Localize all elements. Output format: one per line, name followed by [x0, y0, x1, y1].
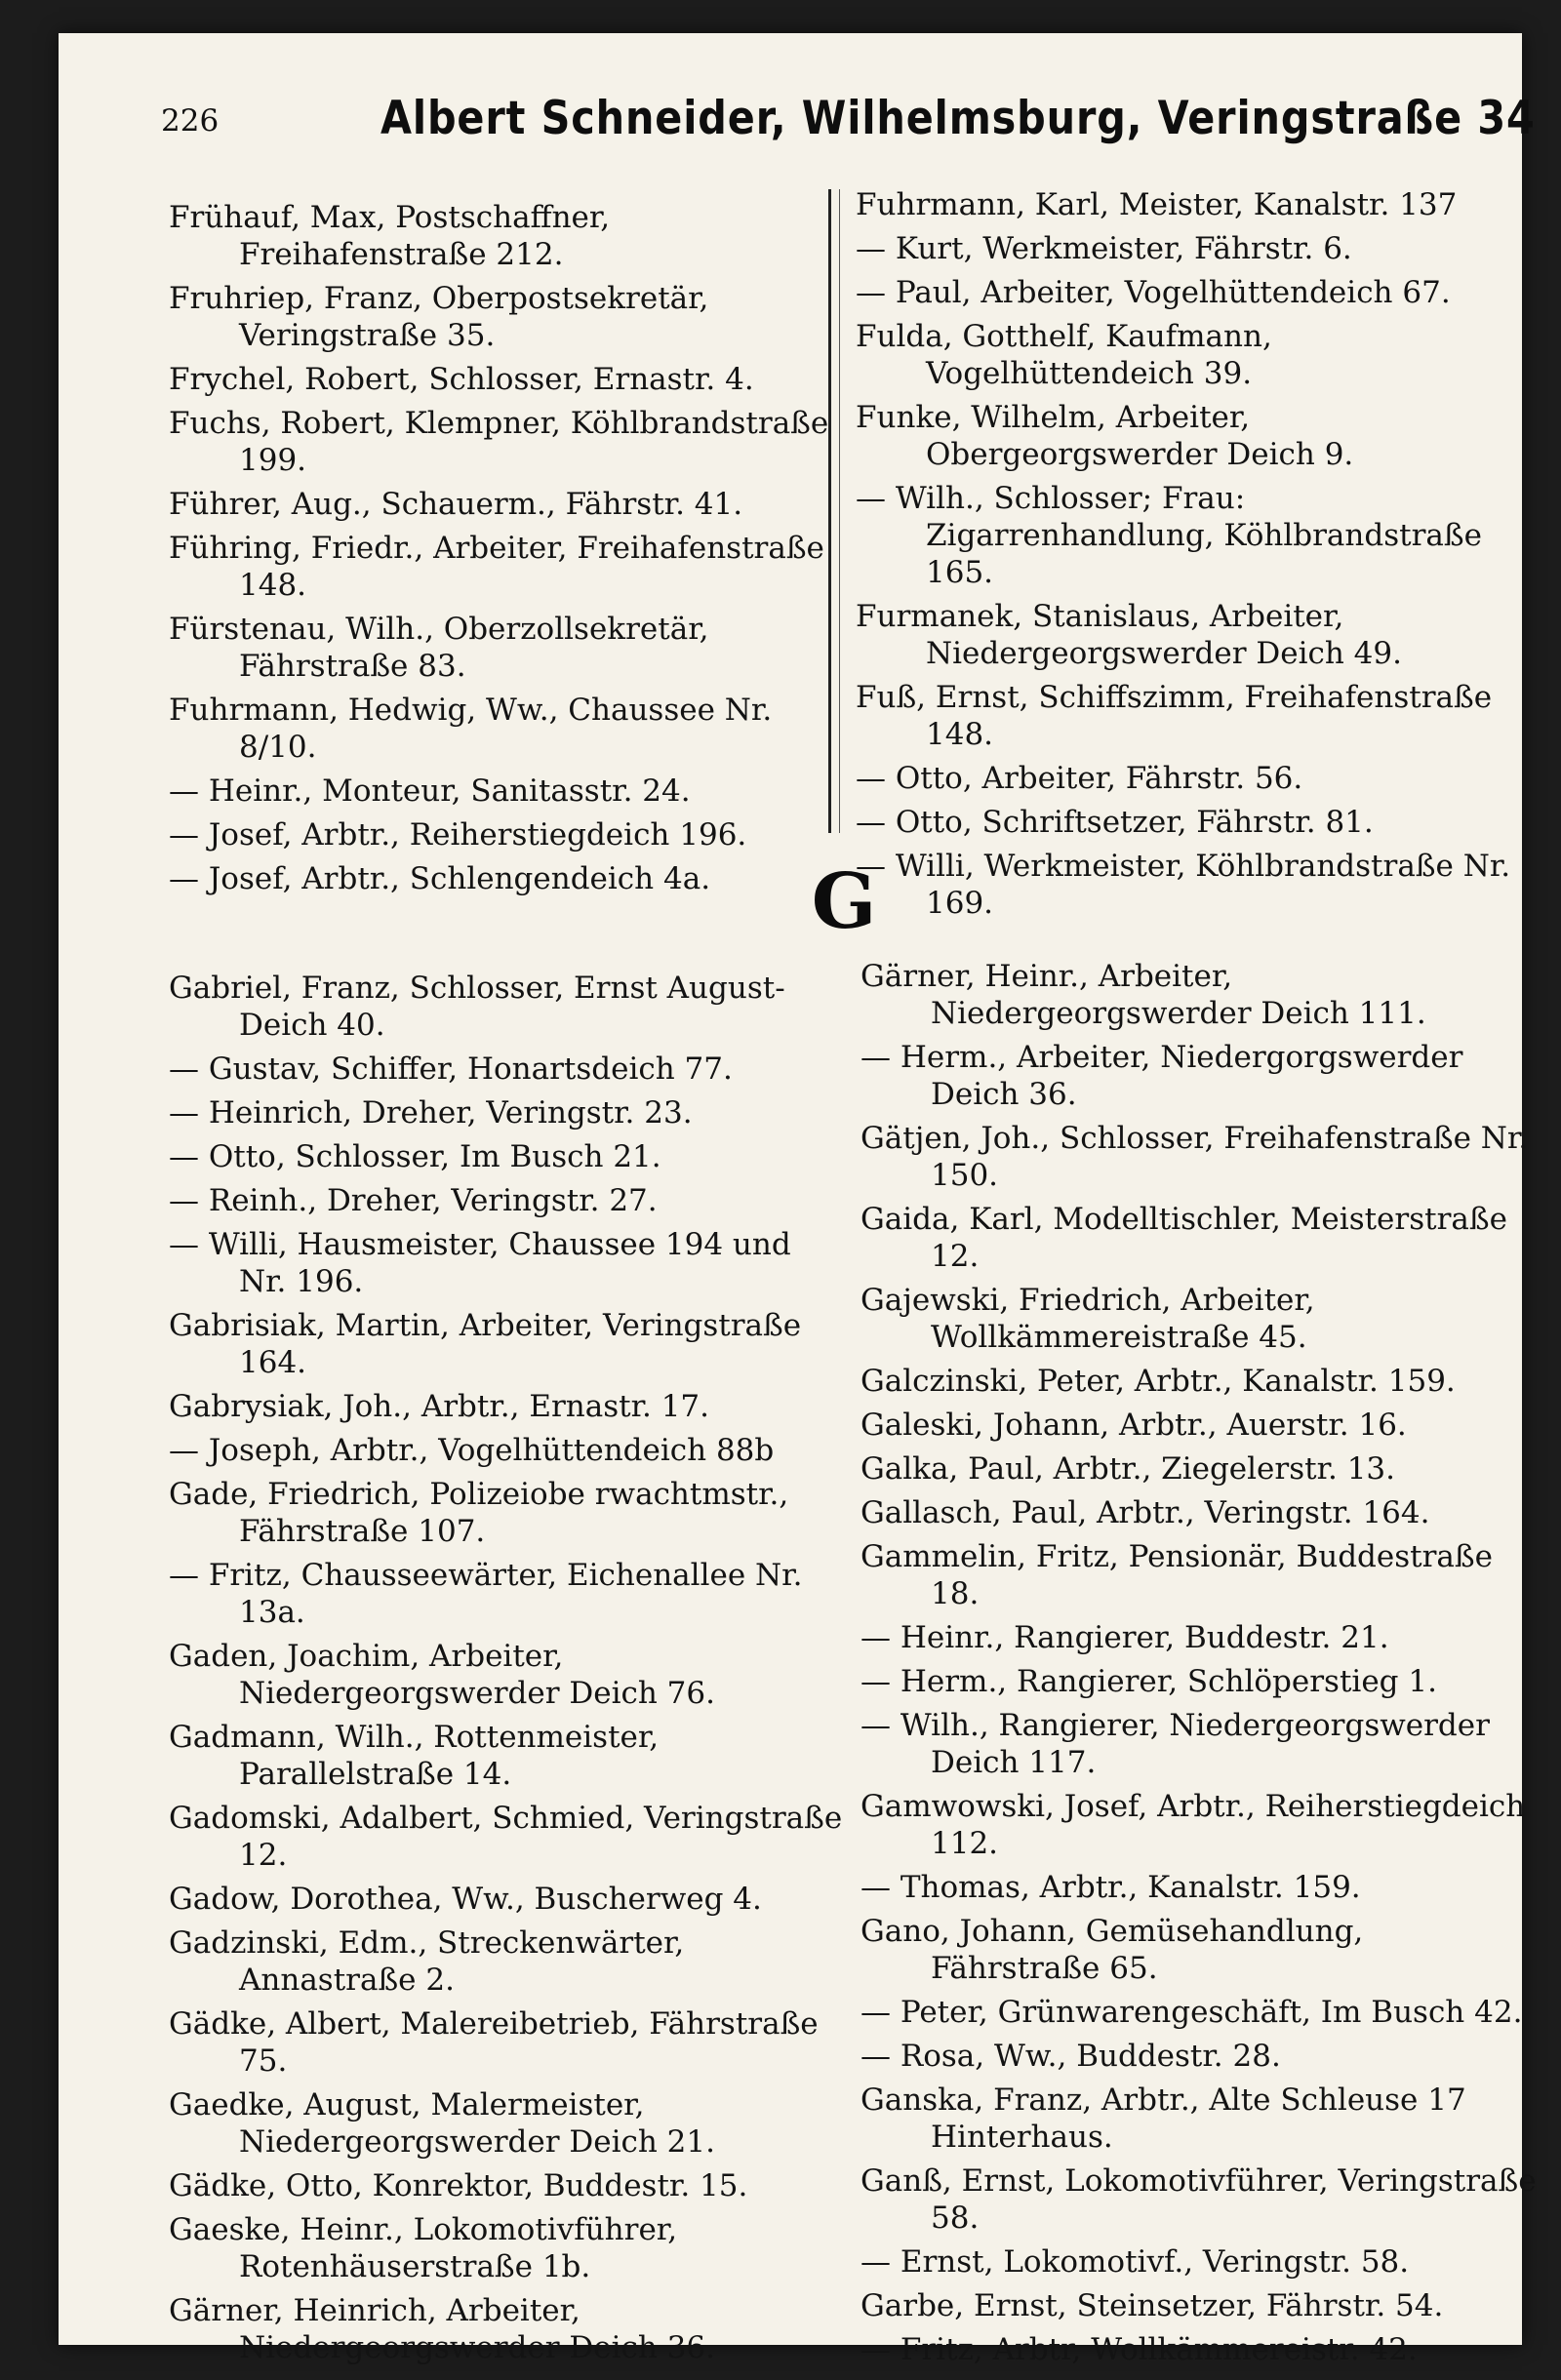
directory-entry: Gaida, Karl, Modelltischler, Meisterstraße 12.: [861, 1202, 1507, 1274]
directory-entry: Funke, Wilhelm, Arbeiter, Obergeorgswerder Deich 9.: [856, 400, 1354, 472]
directory-entry: Frychel, Robert, Schlosser, Ernastr. 4.: [169, 362, 754, 397]
directory-entry: Galczinski, Peter, Arbtr., Kanalstr. 159.: [861, 1364, 1456, 1399]
directory-entry: — Fritz, Arbtr, Wollkämmereistr. 42.: [861, 2332, 1418, 2367]
directory-entry: Fruhriep, Franz, Oberpostsekretär, Veringstraße 35.: [169, 281, 709, 353]
directory-entry: Fuhrmann, Hedwig, Ww., Chaussee Nr. 8/10.: [169, 693, 773, 765]
page-header: [59, 92, 1536, 160]
directory-entry: Fuhrmann, Karl, Meister, Kanalstr. 137: [856, 187, 1458, 222]
directory-entry: Gadow, Dorothea, Ww., Buscherweg 4.: [169, 1882, 762, 1917]
directory-entry: Gabriel, Franz, Schlosser, Ernst August-Deich 40.: [169, 971, 785, 1043]
directory-entry: Gano, Johann, Gemüsehandlung, Fährstraße 65.: [861, 1914, 1364, 1986]
directory-page: [59, 33, 1537, 2367]
directory-entry: Gadomski, Adalbert, Schmied, Veringstraße 12.: [169, 1801, 843, 1873]
column-rule: [828, 189, 831, 833]
directory-entry: Gallasch, Paul, Arbtr., Veringstr. 164.: [861, 1495, 1430, 1530]
section-letter: G: [811, 857, 877, 946]
column-rule-inner: [839, 189, 840, 833]
directory-entry: Gärner, Heinrich, Arbeiter, Niedergeorgswerder Deich 36.: [169, 2293, 715, 2365]
directory-entry: — Otto, Schriftsetzer, Fährstr. 81.: [856, 805, 1374, 840]
directory-entry: — Kurt, Werkmeister, Fährstr. 6.: [856, 231, 1352, 266]
directory-entry: Fuß, Ernst, Schiffszimm, Freihafenstraße 148.: [856, 680, 1493, 752]
directory-entry: — Herm., Rangierer, Schlöperstieg 1.: [861, 1664, 1437, 1699]
directory-entry: Führer, Aug., Schauerm., Fährstr. 41.: [169, 487, 743, 522]
page-number: 226: [161, 103, 220, 139]
directory-entry: — Paul, Arbeiter, Vogelhüttendeich 67.: [856, 275, 1451, 310]
column-top-left: [169, 199, 837, 904]
directory-entry: Fürstenau, Wilh., Oberzollsekretär, Fährstraße 83.: [169, 612, 709, 684]
directory-entry: Garbe, Ernst, Steinsetzer, Fährstr. 54.: [861, 2288, 1444, 2323]
directory-entry: — Heinr., Monteur, Sanitasstr. 24.: [169, 774, 691, 809]
directory-entry: — Heinrich, Dreher, Veringstr. 23.: [169, 1095, 693, 1130]
directory-entry: Gabrysiak, Joh., Arbtr., Ernastr. 17.: [169, 1389, 710, 1424]
directory-entry: Gärner, Heinr., Arbeiter, Niedergeorgswerder Deich 111.: [861, 959, 1426, 1031]
directory-entry: Gadmann, Wilh., Rottenmeister, Parallelstraße 14.: [169, 1720, 660, 1792]
directory-entry: Führing, Friedr., Arbeiter, Freihafenstraße 148.: [169, 531, 824, 603]
directory-entry: — Peter, Grünwarengeschäft, Im Busch 42.: [861, 1995, 1523, 2030]
directory-entry: — Josef, Arbtr., Schlengendeich 4a.: [169, 861, 711, 896]
directory-entry: — Otto, Schlosser, Im Busch 21.: [169, 1139, 661, 1174]
directory-entry: Gädke, Otto, Konrektor, Buddestr. 15.: [169, 2168, 748, 2203]
directory-entry: — Herm., Arbeiter, Niedergorgswerder Deich 36.: [861, 1040, 1463, 1112]
directory-entry: Galeski, Johann, Arbtr., Auerstr. 16.: [861, 1408, 1407, 1443]
directory-entry: Galka, Paul, Arbtr., Ziegelerstr. 13.: [861, 1451, 1396, 1487]
directory-entry: Frühauf, Max, Postschaffner, Freihafenstraße 212.: [169, 200, 611, 272]
directory-entry: Gabrisiak, Martin, Arbeiter, Veringstraße 164.: [169, 1308, 802, 1380]
directory-entry: Fulda, Gotthelf, Kaufmann, Vogelhüttendeich 39.: [856, 319, 1272, 391]
directory-entry: — Heinr., Rangierer, Buddestr. 21.: [861, 1620, 1389, 1655]
directory-entry: — Thomas, Arbtr., Kanalstr. 159.: [861, 1870, 1361, 1905]
directory-entry: — Reinh., Dreher, Veringstr. 27.: [169, 1183, 658, 1218]
directory-entry: Gajewski, Friedrich, Arbeiter, Wollkämmereistraße 45.: [861, 1283, 1315, 1355]
directory-entry: — Wilh., Rangierer, Niedergeorgswerder Deich 117.: [861, 1708, 1490, 1780]
directory-entry: Gadzinski, Edm., Streckenwärter, Annastraße 2.: [169, 1925, 685, 1998]
directory-entry: — Gustav, Schiffer, Honartsdeich 77.: [169, 1051, 733, 1087]
directory-entry: — Rosa, Ww., Buddestr. 28.: [861, 2039, 1281, 2074]
directory-entry: — Wilh., Schlosser; Frau: Zigarrenhandlung, Köhlbrandstraße 165.: [856, 481, 1482, 590]
directory-entry: Ganß, Ernst, Lokomotivführer, Veringstraße 58.: [861, 2163, 1537, 2236]
directory-entry: — Willi, Werkmeister, Köhlbrandstraße Nr. 169.: [856, 849, 1511, 921]
column-bottom-right: [861, 958, 1539, 2375]
directory-entry: — Fritz, Chausseewärter, Eichenallee Nr. 13a.: [169, 1558, 803, 1630]
column-bottom-left: [169, 970, 847, 2373]
directory-entry: — Joseph, Arbtr., Vogelhüttendeich 88b: [169, 1433, 775, 1468]
directory-entry: — Willi, Hausmeister, Chaussee 194 und Nr. 196.: [169, 1227, 791, 1299]
running-title: Albert Schneider, Wilhelmsburg, Veringstraße 34: [380, 92, 1536, 145]
directory-entry: Gammelin, Fritz, Pensionär, Buddestraße 18.: [861, 1539, 1493, 1611]
directory-entry: Fuchs, Robert, Klempner, Köhlbrandstraße 199.: [169, 406, 829, 478]
directory-entry: Gade, Friedrich, Polizeiobe rwachtmstr., Fährstraße 107.: [169, 1477, 789, 1549]
directory-entry: Ganska, Franz, Arbtr., Alte Schleuse 17 Hinterhaus.: [861, 2082, 1466, 2155]
directory-entry: — Otto, Arbeiter, Fährstr. 56.: [856, 761, 1303, 796]
directory-entry: Gamwowski, Josef, Arbtr., Reiherstiegdeich 112.: [861, 1789, 1526, 1861]
directory-entry: — Josef, Arbtr., Reiherstiegdeich 196.: [169, 817, 747, 853]
directory-entry: Gaden, Joachim, Arbeiter, Niedergeorgswerder Deich 76.: [169, 1639, 715, 1711]
directory-entry: Gaedke, August, Malermeister, Niedergeorgswerder Deich 21.: [169, 2087, 715, 2160]
column-top-right: [856, 186, 1529, 929]
directory-entry: Furmanek, Stanislaus, Arbeiter, Niedergeorgswerder Deich 49.: [856, 599, 1402, 671]
directory-entry: — Ernst, Lokomotivf., Veringstr. 58.: [861, 2244, 1410, 2280]
directory-entry: Gädke, Albert, Malereibetrieb, Fährstraße 75.: [169, 2006, 819, 2079]
directory-entry: Gätjen, Joh., Schlosser, Freihafenstraße Nr. 150.: [861, 1121, 1529, 1193]
directory-entry: Gaeske, Heinr., Lokomotivführer, Rotenhäuserstraße 1b.: [169, 2212, 678, 2284]
